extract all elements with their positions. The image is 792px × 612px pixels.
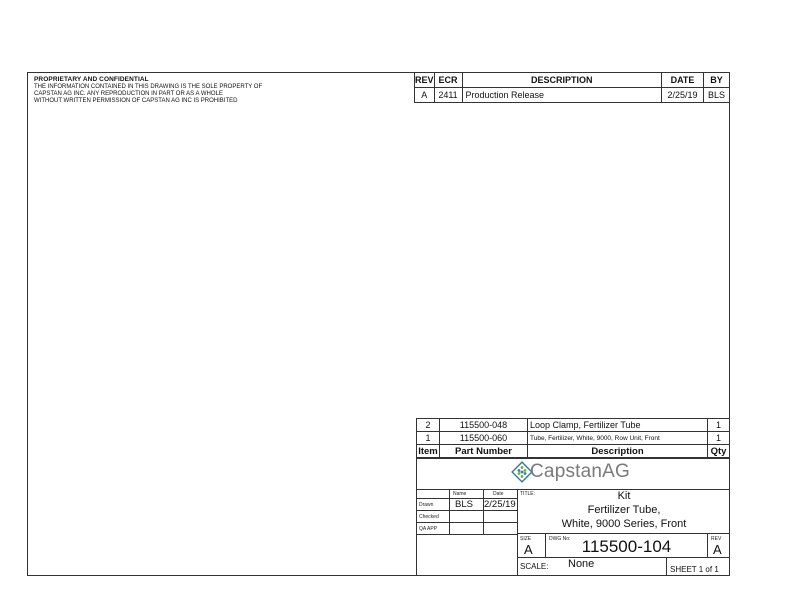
by-header: BY: [704, 73, 730, 88]
bom-qty: 1: [708, 432, 730, 445]
revision-header-row: [415, 73, 730, 88]
rev-label: REV: [711, 536, 722, 542]
ecr-header: ECR: [434, 73, 462, 88]
sheet-number: SHEET 1 of 1: [670, 565, 719, 574]
description-header: Description: [528, 445, 708, 459]
company-logo-text: CapstanAG: [530, 461, 631, 482]
rev-cell: A: [415, 88, 435, 103]
name-label: Name: [453, 491, 467, 497]
date-label: Date: [493, 491, 504, 497]
title-line-2: Fertilizer Tube,: [587, 504, 661, 516]
bom-item: 2: [417, 419, 440, 432]
bom-qty: 1: [708, 419, 730, 432]
bom-table: [416, 418, 730, 459]
ecr-cell: 2411: [434, 88, 462, 103]
item-header: Item: [418, 446, 438, 457]
size-label: SIZE: [520, 536, 532, 542]
bom-description: Loop Clamp, Fertilizer Tube: [528, 419, 708, 432]
title-line-3: White, 9000 Series, Front: [561, 518, 687, 530]
description-header: DESCRIPTION: [462, 73, 661, 88]
part-number-header: Part Number: [440, 445, 528, 459]
revision-row: [415, 88, 730, 103]
revision-letter: A: [713, 542, 722, 557]
confidential-title: PROPRIETARY AND CONFIDENTIAL: [34, 76, 149, 83]
bom-row: [417, 432, 730, 445]
by-cell: BLS: [704, 88, 730, 103]
drawing-title: [518, 489, 730, 531]
description-cell: Production Release: [462, 88, 661, 103]
drawn-by-name: BLS: [455, 499, 473, 510]
scale-value: None: [568, 558, 595, 570]
bom-item: 1: [417, 432, 440, 445]
drawn-label: Drawn: [419, 502, 434, 508]
notice-line-2: CAPSTAN AG INC. ANY REPRODUCTION IN PART OR AS A WHOLE: [34, 91, 223, 97]
sheet-size: A: [524, 542, 533, 557]
drawing-number: 115500-104: [581, 537, 672, 556]
date-cell: 2/25/19: [662, 88, 704, 103]
scale-label: SCALE:: [520, 562, 549, 571]
title-label: TITLE:: [520, 491, 536, 497]
confidential-notice: [34, 84, 334, 105]
revision-table: [414, 72, 730, 103]
bom-part-number: 115500-048: [440, 419, 528, 432]
qty-header: Qty: [708, 445, 730, 459]
notice-line-3: WITHOUT WRITTEN PERMISSION OF CAPSTAN AG INC IS PROHIBITED: [34, 98, 238, 104]
rev-header: REV: [415, 73, 435, 88]
date-header: DATE: [662, 73, 704, 88]
qa-approval-label: QA APP: [419, 526, 438, 532]
bom-description: Tube, Fertilizer, White, 9000, Row Unit, Front: [528, 432, 708, 445]
title-line-1: Kit: [617, 490, 631, 502]
bom-part-number: 115500-060: [440, 432, 528, 445]
checked-label: Checked: [419, 514, 439, 520]
bom-row: [417, 419, 730, 432]
dwg-number-label: DWG No:: [549, 536, 571, 542]
notice-line-1: THE INFORMATION CONTAINED IN THIS DRAWING IS THE SOLE PROPERTY OF: [34, 84, 263, 90]
drawn-date: 2/25/19: [484, 499, 516, 510]
